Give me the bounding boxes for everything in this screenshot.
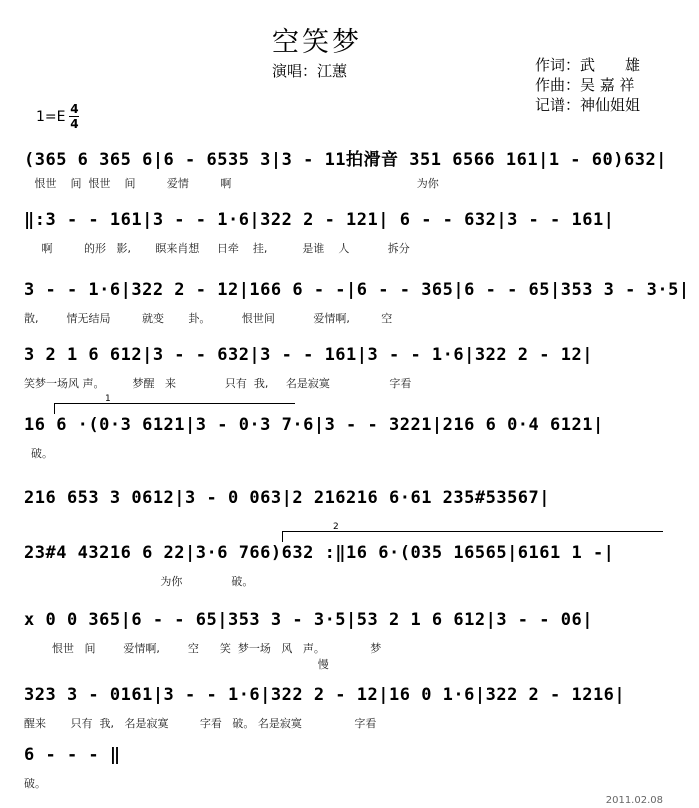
- key-label: 1=E: [36, 108, 66, 125]
- notation-line: ‖:3 - - 161|3 - - 1·6|322 2 - 121| 6 - - 632|3 - - 161|: [24, 210, 615, 230]
- lyric-line: 破。: [24, 777, 46, 790]
- lyric-line: 恨世 间 恨世 间 爱情 啊 为你: [24, 177, 439, 190]
- lyric-line: 笑梦一场风 声。 梦醒 来 只有 我, 名是寂寞 字看: [24, 377, 412, 390]
- transcriber-credit: 记谱：神仙姐姐: [535, 96, 641, 114]
- time-signature: [69, 103, 79, 130]
- lyricist-credit: 作词：武 雄: [535, 56, 641, 74]
- notation-line: 16 6 ·(0·3 6121|3 - 0·3 7·6|3 - - 3221|216 6 0·4 6121|: [24, 415, 604, 435]
- lyric-line: 散, 情无结局 就变 卦。 恨世间 爱情啊, 空: [24, 312, 393, 325]
- notation-line: 6 - - - ‖: [24, 745, 121, 765]
- date-stamp: 2011.02.08: [605, 795, 663, 806]
- notation-line: 3 2 1 6 612|3 - - 632|3 - - 161|3 - - 1·6|322 2 - 12|: [24, 345, 593, 365]
- lyric-line: 醒来 只有 我, 名是寂寞 字看 破。 名是寂寞 字看: [24, 717, 377, 730]
- singer-credit: 演唱：江蕙: [272, 62, 348, 80]
- credits-block: [535, 55, 640, 115]
- lyric-line: 破。: [24, 447, 53, 460]
- volta-1-number: 1: [105, 394, 111, 404]
- notation-line: 3 - - 1·6|322 2 - 12|166 6 - -|6 - - 365|6 - - 65|353 3 - 3·5|: [24, 280, 690, 300]
- song-title: 空笑梦: [272, 27, 362, 58]
- notation-line: 23#4 43216 6 22|3·6 766)632 :‖16 6·(035 16565|6161 1 -|: [24, 543, 615, 563]
- notation-line: 323 3 - 0161|3 - - 1·6|322 2 - 12|16 0 1·6|322 2 - 1216|: [24, 685, 626, 705]
- notation-line: 216 653 3 0612|3 - 0 063|2 216216 6·61 235#53567|: [24, 488, 551, 508]
- first-ending-bracket: [54, 394, 295, 414]
- composer-credit: 作曲：吴 嘉 祥: [535, 76, 635, 94]
- second-ending-bracket: [282, 522, 663, 542]
- lyric-line: 为你 破。: [24, 575, 254, 588]
- notation-line: (365 6 365 6|6 - 6535 3|3 - 11拍滑音 351 6566 161|1 - 60)632|: [24, 150, 667, 170]
- time-sig-top: 4: [70, 102, 79, 116]
- notation-line: x 0 0 365|6 - - 65|353 3 - 3·5|53 2 1 6 612|3 - - 06|: [24, 610, 593, 630]
- time-sig-bottom: 4: [70, 117, 79, 131]
- lyric-line: 恨世 间 爱情啊, 空 笑 梦一场 风 声。 梦 慢: [51, 642, 382, 671]
- lyric-line: 啊 的形 影, 瞑来肖想 日牵 挂, 是谁 人 拆分: [24, 242, 410, 255]
- volta-2-number: 2: [333, 522, 339, 532]
- key-signature: [36, 103, 79, 130]
